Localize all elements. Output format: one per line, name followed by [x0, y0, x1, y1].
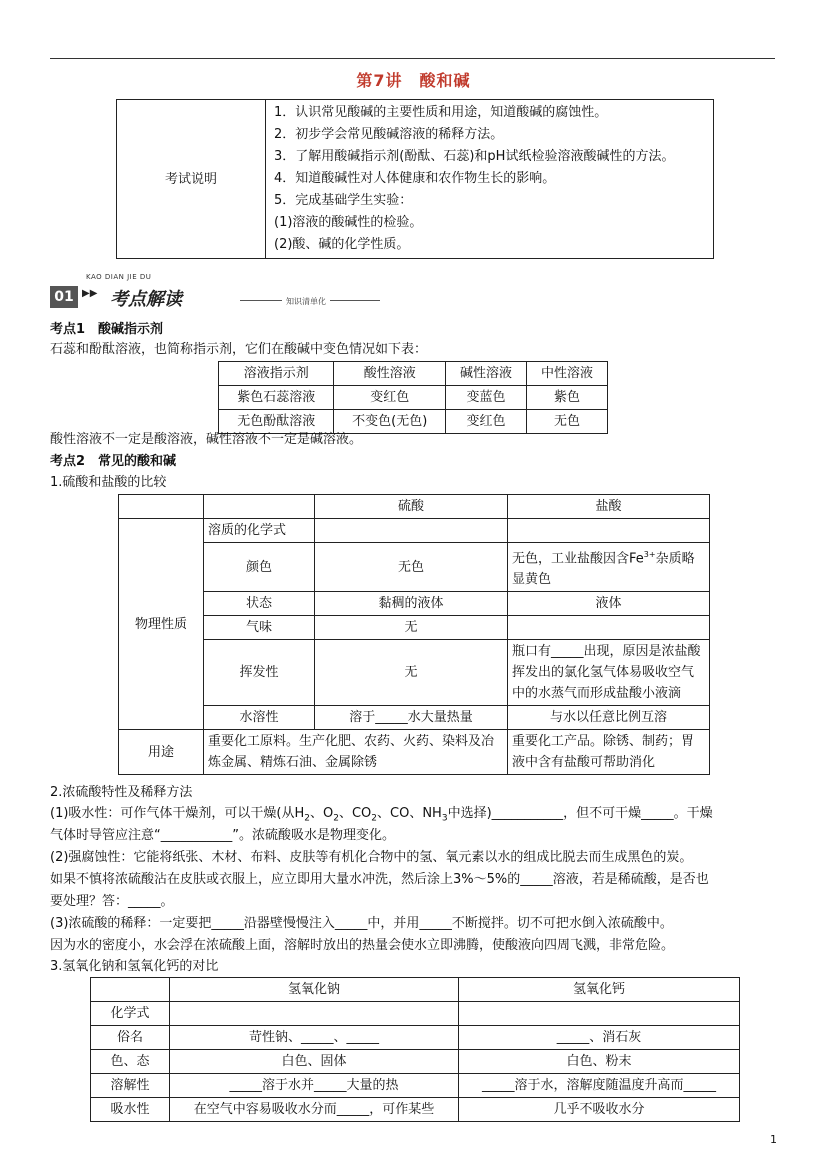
- paragraph-line: (3)浓硫酸的稀释：一定要把_____沿器壁慢慢注入_____中，并用_____不断搅拌。切不可把水倒入浓硫酸中。: [50, 916, 673, 931]
- table-cell: 在空气中容易吸收水分而_____，可作某些: [170, 1098, 459, 1122]
- table-cell: [459, 1002, 740, 1026]
- paragraph-line: 要处理？答：_____。: [50, 894, 174, 909]
- cell-text: 杂质略显黄色: [512, 551, 695, 588]
- table-cell: 溶于_____水大量热量: [315, 706, 508, 730]
- table-cell: 与水以任意比例互溶: [508, 706, 710, 730]
- kd1-heading: 考点1 酸碱指示剂: [50, 322, 164, 337]
- exam-item: 3．了解用酸碱指示剂(酚酞、石蕊)和pH试纸检验溶液酸碱性的方法。: [274, 149, 675, 164]
- exam-label: 考试说明: [117, 100, 266, 259]
- exam-item: 4．知道酸碱性对人体健康和农作物生长的影响。: [274, 171, 556, 186]
- table-cell: 无色: [527, 410, 608, 434]
- row-label: 颜色: [204, 543, 315, 592]
- table-cell: 无色酚酞溶液: [219, 410, 334, 434]
- page-title: 第7讲 酸和碱: [356, 71, 471, 90]
- table-cell: 不变色(无色): [334, 410, 446, 434]
- row-label: 溶解性: [91, 1074, 170, 1098]
- table-cell: [508, 519, 710, 543]
- kd2-section2-title: 2.浓硫酸特性及稀释方法: [50, 785, 193, 800]
- kd1-intro: 石蕊和酚酞溶液，也简称指示剂，它们在酸碱中变色情况如下表：: [50, 342, 428, 357]
- table-cell: 重要化工原料。生产化肥、农药、火药、染料及冶炼金属、精炼石油、金属除锈: [204, 730, 508, 775]
- paragraph-line: 因为水的密度小，水会浮在浓硫酸上面，溶解时放出的热量会使水立即沸腾，使酸液向四周飞溅，非常危险。: [50, 938, 675, 953]
- exam-item: 5．完成基础学生实验：: [274, 193, 413, 208]
- banner-pinyin: KAO DIAN JIE DU: [86, 273, 152, 281]
- indicator-table: [218, 361, 608, 434]
- paragraph-line: 气体时导管应注意“___________”。浓硫酸吸水是物理变化。: [50, 828, 395, 843]
- exam-item: 1．认识常见酸碱的主要性质和用途，知道酸碱的腐蚀性。: [274, 105, 608, 120]
- text: (1)吸水性：可作气体干燥剂，可以干燥(从H: [50, 806, 305, 821]
- table-cell: 几乎不吸收水分: [459, 1098, 740, 1122]
- exam-item: (2)酸、碱的化学性质。: [274, 237, 410, 252]
- table-cell: 紫色石蕊溶液: [219, 386, 334, 410]
- table-row: [91, 1002, 740, 1026]
- table-cell: [204, 495, 315, 519]
- table-cell: [119, 495, 204, 519]
- row-label: 气味: [204, 616, 315, 640]
- acid-comparison-table: [118, 494, 710, 775]
- table-row: [91, 1098, 740, 1122]
- table-cell: 白色、粉末: [459, 1050, 740, 1074]
- row-label: 挥发性: [204, 640, 315, 706]
- table-header: 盐酸: [508, 495, 710, 519]
- text: 中选择)___________，但不可干燥_____。干燥: [447, 806, 713, 821]
- exam-requirements-table: [116, 99, 714, 259]
- kd2-section3-title: 3.氢氧化钠和氢氧化钙的对比: [50, 959, 219, 974]
- table-cell: [91, 978, 170, 1002]
- row-label: 化学式: [91, 1002, 170, 1026]
- table-cell: 紫色: [527, 386, 608, 410]
- row-label: 状态: [204, 592, 315, 616]
- table-row: [219, 386, 608, 410]
- base-comparison-table: [90, 977, 740, 1122]
- use-label: 用途: [119, 730, 204, 775]
- kd1-note: 酸性溶液不一定是酸溶液，碱性溶液不一定是碱溶液。: [50, 432, 363, 447]
- table-cell: [508, 616, 710, 640]
- table-cell: 液体: [508, 592, 710, 616]
- row-label: 水溶性: [204, 706, 315, 730]
- subscript: 2: [333, 813, 339, 824]
- double-arrow-icon: ▶▶: [82, 288, 98, 299]
- subscript: 3: [441, 813, 448, 824]
- banner-number: 01: [50, 286, 78, 308]
- exam-items: [266, 100, 714, 259]
- table-row: [91, 1026, 740, 1050]
- table-cell: 白色、固体: [170, 1050, 459, 1074]
- banner-title: 考点解读: [110, 289, 182, 310]
- table-cell: 变蓝色: [446, 386, 527, 410]
- table-header: 中性溶液: [527, 362, 608, 386]
- section-banner: [50, 273, 380, 313]
- superscript: 3+: [643, 550, 656, 559]
- table-header: 氢氧化钙: [459, 978, 740, 1002]
- table-row: [91, 1050, 740, 1074]
- banner-subtitle: 知识清单化: [282, 296, 330, 307]
- header-rule: [50, 58, 775, 59]
- table-header: 碱性溶液: [446, 362, 527, 386]
- row-label: 溶质的化学式: [204, 519, 315, 543]
- paragraph-line: 如果不慎将浓硫酸沾在皮肤或衣服上，应立即用大量水冲洗，然后涂上3%～5%的_____溶液，若是稀硫酸，是否也: [50, 872, 709, 887]
- table-cell: [315, 519, 508, 543]
- page-number: 1: [770, 1133, 777, 1146]
- table-row: [91, 1074, 740, 1098]
- row-label: 色、态: [91, 1050, 170, 1074]
- table-header: 硫酸: [315, 495, 508, 519]
- text: 、CO: [338, 806, 372, 821]
- kd2-heading: 考点2 常见的酸和碱: [50, 454, 177, 469]
- subscript: 2: [304, 813, 310, 824]
- text: 、CO、NH: [377, 806, 442, 821]
- row-label: 吸水性: [91, 1098, 170, 1122]
- table-cell: 无: [315, 640, 508, 706]
- table-cell: 变红色: [446, 410, 527, 434]
- table-cell: 无: [315, 616, 508, 640]
- table-cell: _____、消石灰: [459, 1026, 740, 1050]
- table-cell: _____溶于水，溶解度随温度升高而_____: [459, 1074, 740, 1098]
- table-header: 溶液指示剂: [219, 362, 334, 386]
- table-header: 酸性溶液: [334, 362, 446, 386]
- exam-item: 2．初步学会常见酸碱溶液的稀释方法。: [274, 127, 504, 142]
- physical-properties-label: 物理性质: [119, 519, 204, 730]
- paragraph-line: (2)强腐蚀性：它能将纸张、木材、布料、皮肤等有机化合物中的氢、氧元素以水的组成比脱去而生成黑色的炭。: [50, 850, 693, 865]
- table-header: 氢氧化钠: [170, 978, 459, 1002]
- table-cell: [170, 1002, 459, 1026]
- kd2-section1-title: 1.硫酸和盐酸的比较: [50, 475, 167, 490]
- table-cell: 瓶口有_____出现，原因是浓盐酸挥发出的氯化氢气体易吸收空气中的水蒸气而形成盐酸小液滴: [508, 640, 710, 706]
- row-label: 俗名: [91, 1026, 170, 1050]
- exam-item: (1)溶液的酸碱性的检验。: [274, 215, 423, 230]
- table-cell: 黏稠的液体: [315, 592, 508, 616]
- table-cell: 无色: [315, 543, 508, 592]
- table-cell: 变红色: [334, 386, 446, 410]
- cell-text: 无色，工业盐酸因含Fe: [512, 551, 644, 567]
- text: 、O: [310, 806, 334, 821]
- table-header-row: [219, 362, 608, 386]
- table-cell: 苛性钠、_____、_____: [170, 1026, 459, 1050]
- table-cell: 重要化工产品。除锈、制药；胃液中含有盐酸可帮助消化: [508, 730, 710, 775]
- subscript: 2: [371, 813, 378, 824]
- table-cell: _____溶于水并_____大量的热: [170, 1074, 459, 1098]
- table-cell: [508, 543, 710, 592]
